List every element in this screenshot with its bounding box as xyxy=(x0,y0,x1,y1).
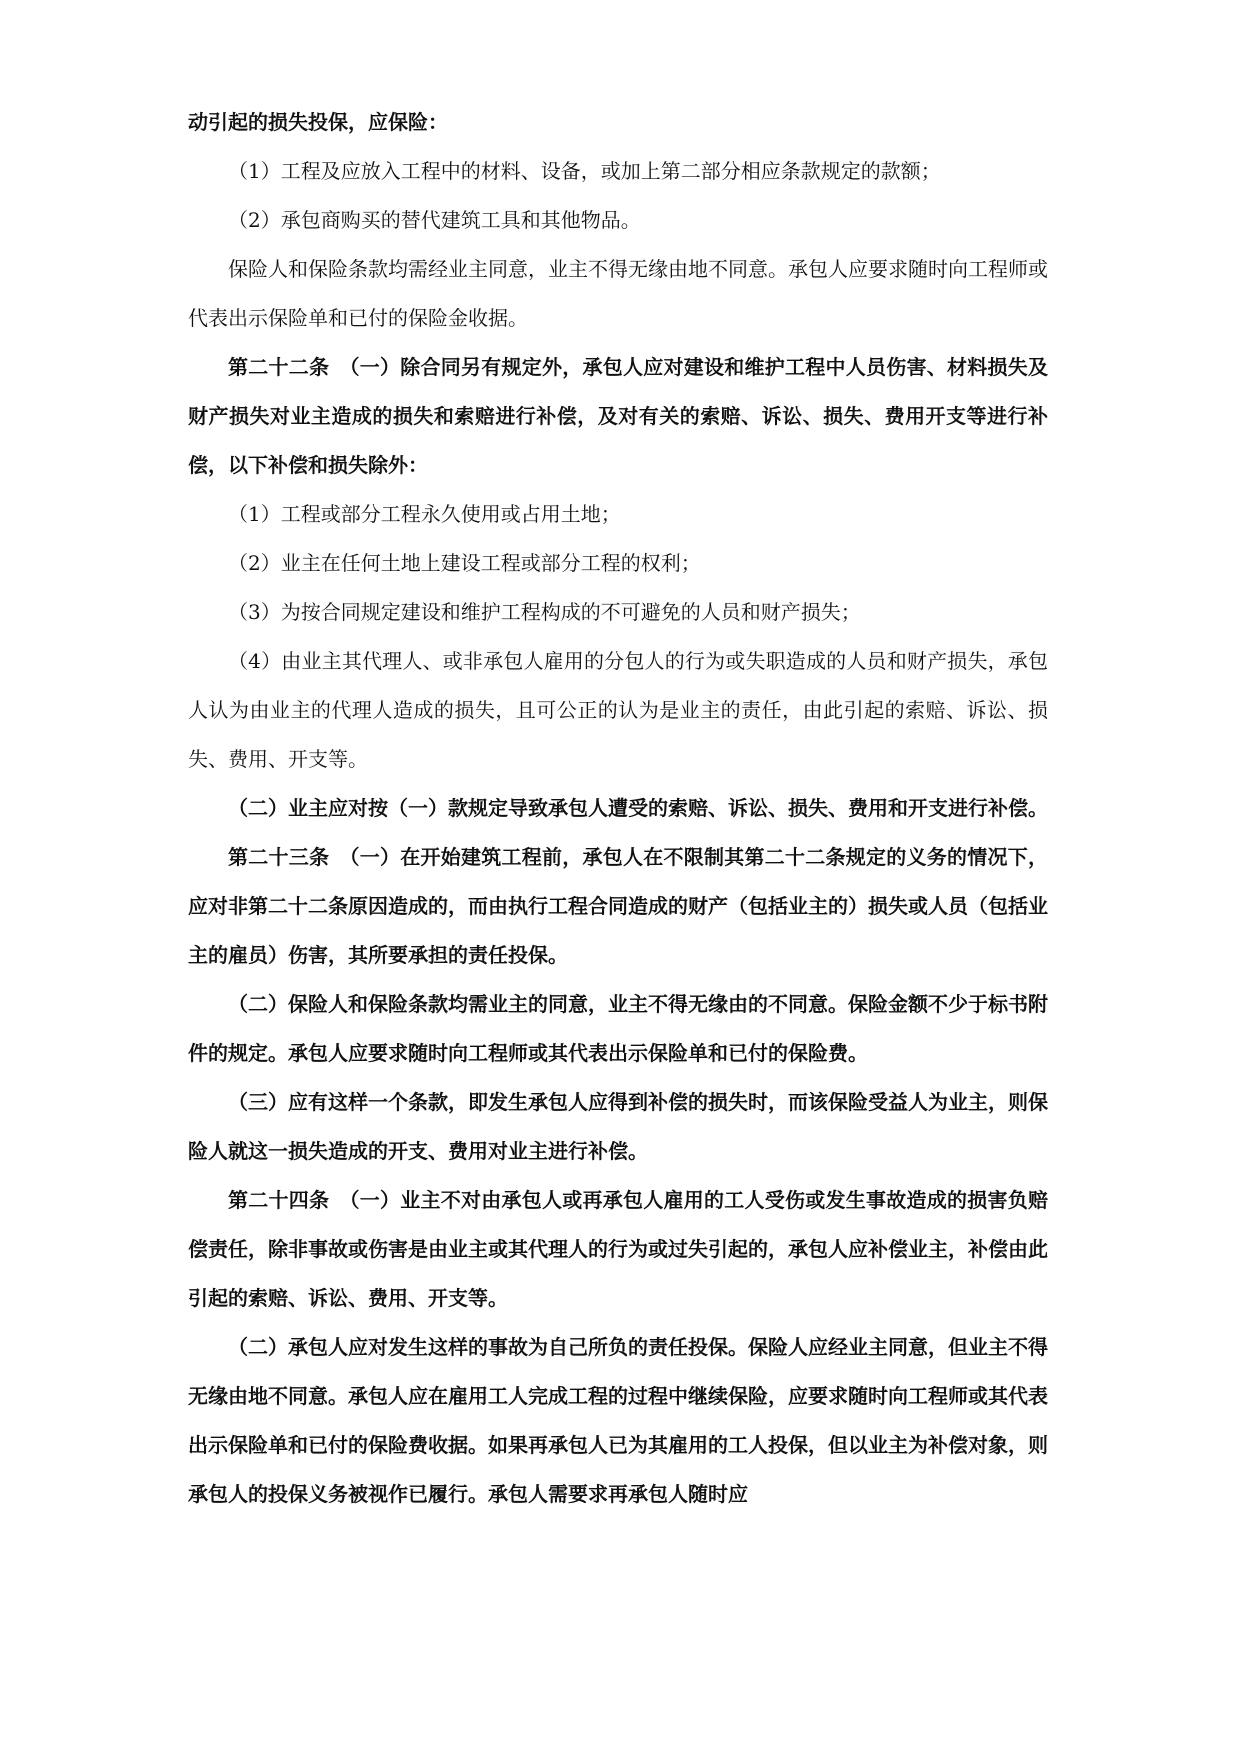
list-item: （1）工程或部分工程永久使用或占用土地； xyxy=(228,502,621,526)
list-item: （4）由业主其代理人、或非承包人雇用的分包人的行为或失职造成的人员和财产损失，承包人认为由业主的代理人造成的损失，且可公正的认为是业主的责任，由此引起的索赔、诉讼、损失、费用、开支等。 xyxy=(188,649,1048,771)
list-item: （2）承包商购买的替代建筑工具和其他物品。 xyxy=(228,208,641,232)
document-page xyxy=(188,98,1048,1519)
article-22-paragraph: 第二十二条 （一）除合同另有规定外，承包人应对建设和维护工程中人员伤害、材料损失及财产损失对业主造成的损失和索赔进行补偿，及对有关的索赔、诉讼、损失、费用开支等进行补偿，以下补偿和损失除外： xyxy=(188,355,1048,477)
paragraph: （二）保险人和保险条款均需业主的同意，业主不得无缘由的不同意。保险金额不少于标书附件的规定。承包人应要求随时向工程师或其代表出示保险单和已付的保险费。 xyxy=(188,992,1048,1065)
paragraph: （二）业主应对按（一）款规定导致承包人遭受的索赔、诉讼、损失、费用和开支进行补偿。 xyxy=(228,796,1048,820)
paragraph: （二）承包人应对发生这样的事故为自己所负的责任投保。保险人应经业主同意，但业主不得无缘由地不同意。承包人应在雇用工人完成工程的过程中继续保险，应要求随时向工程师或其代表出示保险单和已付的保险费收据。如果再承包人已为其雇用的工人投保，但以业主为补偿对象，则承包人的投保义务被视作已履行。承包人需要求再承包人随时应 xyxy=(188,1335,1048,1506)
paragraph: 动引起的损失投保，应保险： xyxy=(188,110,448,134)
list-item: （1）工程及应放入工程中的材料、设备，或加上第二部分相应条款规定的款额； xyxy=(228,159,941,183)
paragraph: （三）应有这样一个条款，即发生承包人应得到补偿的损失时，而该保险受益人为业主，则保险人就这一损失造成的开支、费用对业主进行补偿。 xyxy=(188,1090,1048,1163)
article-23-paragraph: 第二十三条 （一）在开始建筑工程前，承包人在不限制其第二十二条规定的义务的情况下，应对非第二十二条原因造成的，而由执行工程合同造成的财产（包括业主的）损失或人员（包括业主的雇员）伤害，其所要承担的责任投保。 xyxy=(188,845,1048,967)
list-item: （2）业主在任何土地上建设工程或部分工程的权利； xyxy=(228,551,701,575)
article-24-paragraph: 第二十四条 （一）业主不对由承包人或再承包人雇用的工人受伤或发生事故造成的损害负赔偿责任，除非事故或伤害是由业主或其代理人的行为或过失引起的，承包人应补偿业主，补偿由此引起的索赔、诉讼、费用、开支等。 xyxy=(188,1188,1048,1310)
paragraph: 保险人和保险条款均需经业主同意，业主不得无缘由地不同意。承包人应要求随时向工程师或代表出示保险单和已付的保险金收据。 xyxy=(188,257,1048,330)
list-item: （3）为按合同规定建设和维护工程构成的不可避免的人员和财产损失； xyxy=(228,600,861,624)
